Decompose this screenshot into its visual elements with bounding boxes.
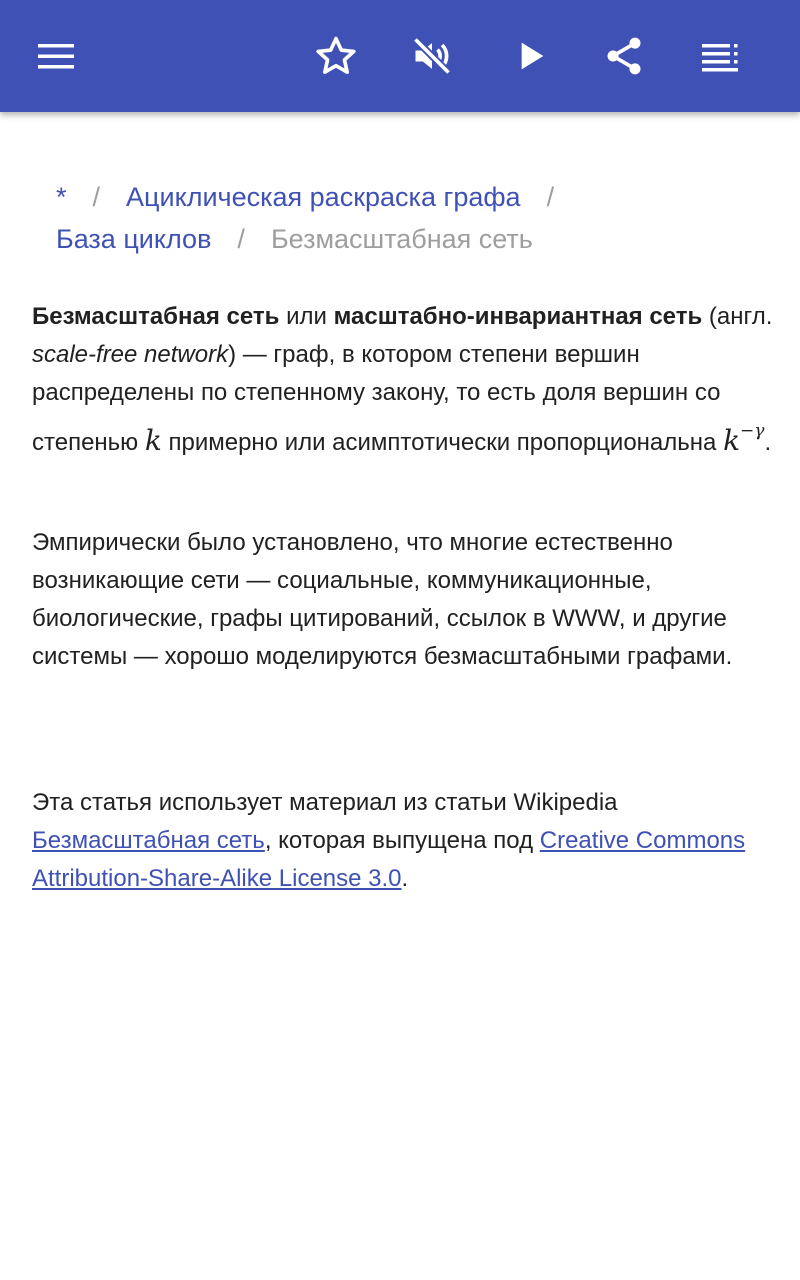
math-k-power bbox=[723, 421, 765, 457]
license-lead: Эта статья использует материал из статьи Wikipedia bbox=[32, 789, 618, 816]
volume-off-icon bbox=[410, 34, 454, 78]
english-term: scale-free network bbox=[32, 341, 229, 368]
app-bar bbox=[0, 0, 800, 112]
menu-button[interactable] bbox=[24, 24, 88, 88]
empirical-paragraph: Эмпирически было установлено, что многие естественно возникающие сети — социальные, коммуникационные, биологические, графы цитирований, ссылок в WWW, и другие системы — хорошо моделируются безмасштабными графами. bbox=[32, 529, 733, 670]
text-or: или bbox=[279, 303, 334, 330]
math-k: k bbox=[144, 424, 162, 457]
table-of-contents-button[interactable] bbox=[688, 24, 752, 88]
breadcrumb bbox=[56, 176, 776, 260]
breadcrumb-item-acyclic-coloring[interactable]: Ациклическая раскраска графа bbox=[126, 182, 521, 212]
definition-text: ) — граф, в котором степени вершин распределены по степенному закону, то есть доля вершин со степенью bbox=[32, 341, 721, 456]
breadcrumb-item-cycle-basis[interactable]: База циклов bbox=[56, 224, 212, 254]
math-k-base: k bbox=[723, 424, 741, 457]
definition-end: . bbox=[764, 429, 772, 456]
menu-icon bbox=[36, 36, 76, 76]
share-button[interactable] bbox=[592, 24, 656, 88]
text-english-prefix: (англ. bbox=[702, 303, 773, 330]
term-scale-invariant-network: масштабно-инвариантная сеть bbox=[333, 303, 703, 330]
wikipedia-article-link[interactable]: Безмасштабная сеть bbox=[32, 827, 265, 854]
cc-license-link[interactable]: Creative Commons Attribution-Share-Alike License 3.0 bbox=[32, 827, 746, 892]
license-paragraph bbox=[32, 784, 776, 898]
star-icon bbox=[314, 34, 358, 78]
share-icon bbox=[602, 34, 646, 78]
breadcrumb-current: Безмасштабная сеть bbox=[270, 224, 533, 254]
license-mid: , которая выпущена под bbox=[264, 827, 540, 854]
article-content bbox=[0, 112, 800, 1280]
breadcrumb-root[interactable]: * bbox=[56, 182, 67, 212]
license-end: . bbox=[401, 865, 409, 892]
toc-icon bbox=[700, 36, 740, 76]
term-scale-free-network: Безмасштабная сеть bbox=[32, 303, 280, 330]
play-button[interactable] bbox=[498, 24, 562, 88]
math-exponent: −γ bbox=[740, 421, 765, 441]
intro-paragraph bbox=[32, 298, 776, 462]
definition-text-2: примерно или асимптотически пропорциональна bbox=[161, 429, 724, 456]
bookmark-button[interactable] bbox=[304, 24, 368, 88]
breadcrumb-separator: / bbox=[546, 182, 555, 212]
sound-toggle-button[interactable] bbox=[400, 24, 464, 88]
breadcrumb-separator: / bbox=[92, 182, 101, 212]
breadcrumb-separator: / bbox=[237, 224, 245, 254]
play-icon bbox=[510, 36, 550, 76]
